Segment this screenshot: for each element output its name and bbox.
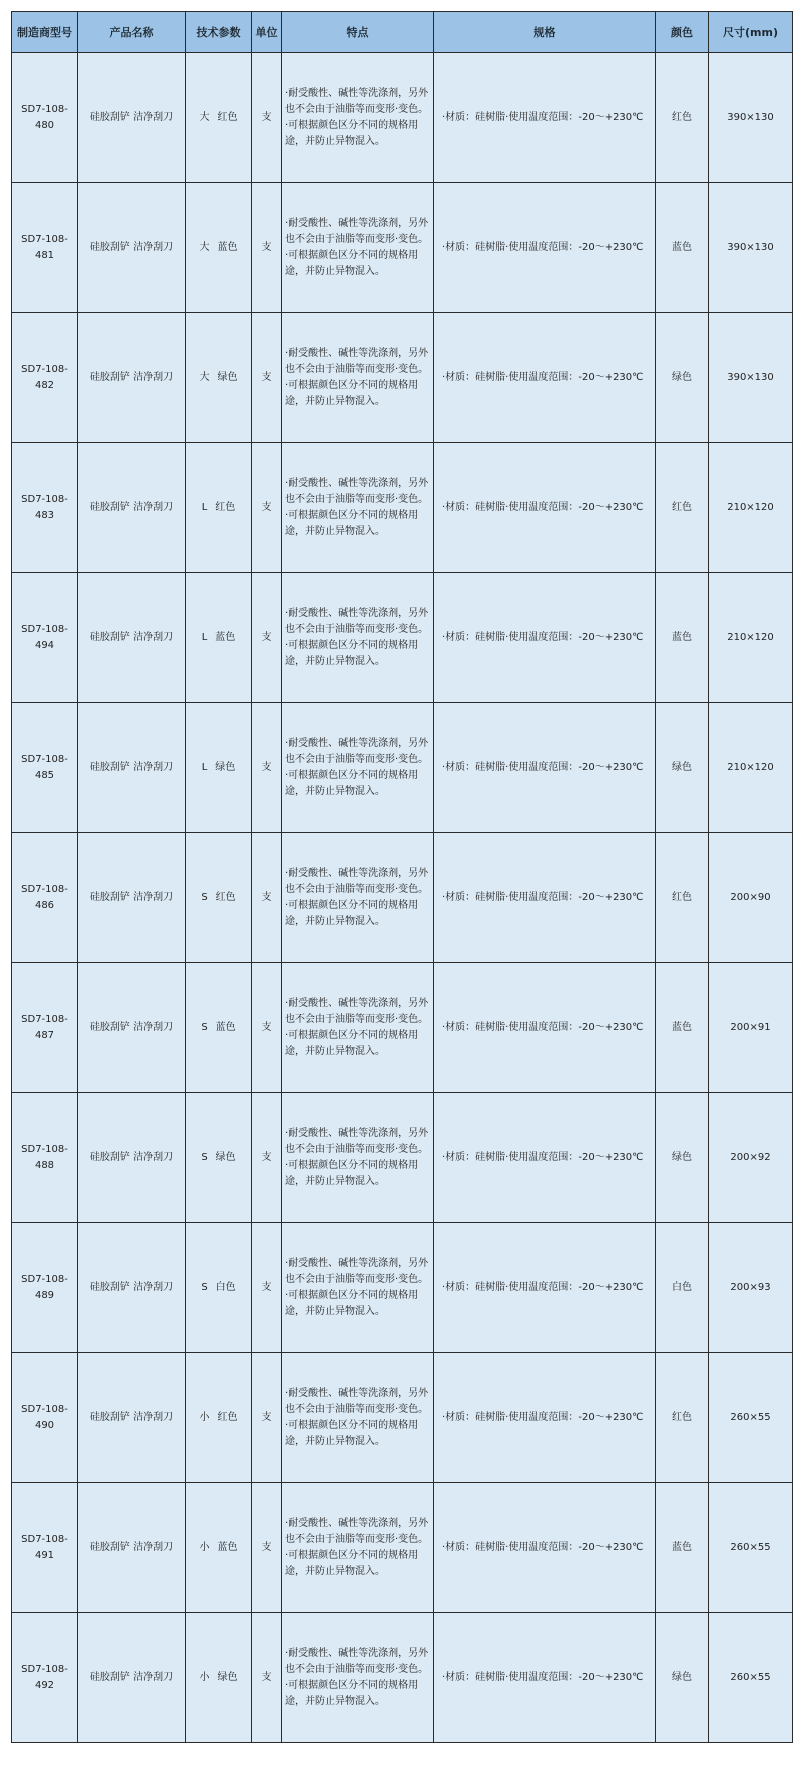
cell-tech-size: 大 xyxy=(199,371,210,383)
table-row xyxy=(12,703,793,833)
feature-line: ·耐受酸性、碱性等洗涤剂，另外 xyxy=(285,477,429,489)
feature-line: ·耐受酸性、碱性等洗涤剂，另外 xyxy=(285,1127,429,1139)
table-row xyxy=(12,1483,793,1613)
cell-size: 260×55 xyxy=(709,1613,793,1743)
cell-tech xyxy=(186,703,252,833)
feature-line: 也不会由于油脂等而变形·变色。 xyxy=(285,1143,429,1155)
cell-name: 硅胶刮铲 洁净刮刀 xyxy=(78,313,186,443)
header-spec: 规格 xyxy=(434,12,656,53)
cell-unit: 支 xyxy=(252,183,282,313)
cell-color: 白色 xyxy=(656,1223,709,1353)
feature-line: ·可根据颜色区分不同的规格用 xyxy=(285,1679,419,1691)
cell-model: SD7-108-481 xyxy=(12,183,78,313)
cell-spec: ·材质：硅树脂·使用温度范围：-20～+230℃ xyxy=(434,1613,656,1743)
cell-features xyxy=(282,1223,434,1353)
cell-model: SD7-108-492 xyxy=(12,1613,78,1743)
feature-line: ·耐受酸性、碱性等洗涤剂，另外 xyxy=(285,997,429,1009)
feature-line: 也不会由于油脂等而变形·变色。 xyxy=(285,623,429,635)
feature-line: ·耐受酸性、碱性等洗涤剂，另外 xyxy=(285,217,429,229)
feature-line: 也不会由于油脂等而变形·变色。 xyxy=(285,883,429,895)
cell-size: 390×130 xyxy=(709,183,793,313)
cell-size: 210×120 xyxy=(709,573,793,703)
cell-features xyxy=(282,1093,434,1223)
cell-size: 200×90 xyxy=(709,833,793,963)
header-tech: 技术参数 xyxy=(186,12,252,53)
feature-line: 也不会由于油脂等而变形·变色。 xyxy=(285,363,429,375)
cell-color: 蓝色 xyxy=(656,183,709,313)
feature-line: ·耐受酸性、碱性等洗涤剂，另外 xyxy=(285,607,429,619)
cell-tech xyxy=(186,1613,252,1743)
cell-tech-size: L xyxy=(201,631,208,643)
cell-tech-color: 红色 xyxy=(215,891,236,903)
product-table xyxy=(11,11,793,1743)
cell-features xyxy=(282,1353,434,1483)
cell-color: 红色 xyxy=(656,1353,709,1483)
feature-line: 也不会由于油脂等而变形·变色。 xyxy=(285,103,429,115)
table-row xyxy=(12,183,793,313)
feature-line: ·可根据颜色区分不同的规格用 xyxy=(285,639,419,651)
cell-spec: ·材质：硅树脂·使用温度范围：-20～+230℃ xyxy=(434,443,656,573)
feature-line: ·耐受酸性、碱性等洗涤剂，另外 xyxy=(285,1387,429,1399)
cell-features xyxy=(282,1613,434,1743)
feature-line: ·可根据颜色区分不同的规格用 xyxy=(285,249,419,261)
table-row xyxy=(12,1613,793,1743)
cell-tech-size: 小 xyxy=(199,1671,210,1683)
cell-model: SD7-108-491 xyxy=(12,1483,78,1613)
cell-unit: 支 xyxy=(252,443,282,573)
feature-line: 途，并防止异物混入。 xyxy=(285,1435,385,1447)
cell-unit: 支 xyxy=(252,1093,282,1223)
cell-model: SD7-108-485 xyxy=(12,703,78,833)
cell-spec: ·材质：硅树脂·使用温度范围：-20～+230℃ xyxy=(434,313,656,443)
cell-features xyxy=(282,833,434,963)
feature-line: ·耐受酸性、碱性等洗涤剂，另外 xyxy=(285,737,429,749)
cell-spec: ·材质：硅树脂·使用温度范围：-20～+230℃ xyxy=(434,1353,656,1483)
cell-tech-size: 大 xyxy=(199,241,210,253)
cell-unit: 支 xyxy=(252,313,282,443)
feature-line: ·耐受酸性、碱性等洗涤剂，另外 xyxy=(285,867,429,879)
cell-size: 260×55 xyxy=(709,1353,793,1483)
cell-features xyxy=(282,963,434,1093)
header-unit: 单位 xyxy=(252,12,282,53)
cell-tech xyxy=(186,963,252,1093)
cell-tech-size: 大 xyxy=(199,111,210,123)
header-row xyxy=(12,12,793,53)
feature-line: 途，并防止异物混入。 xyxy=(285,1175,385,1187)
cell-spec: ·材质：硅树脂·使用温度范围：-20～+230℃ xyxy=(434,53,656,183)
cell-unit: 支 xyxy=(252,573,282,703)
feature-line: 也不会由于油脂等而变形·变色。 xyxy=(285,1273,429,1285)
feature-line: ·可根据颜色区分不同的规格用 xyxy=(285,379,419,391)
cell-features xyxy=(282,313,434,443)
cell-tech-color: 蓝色 xyxy=(215,1021,236,1033)
cell-size: 210×120 xyxy=(709,443,793,573)
feature-line: ·耐受酸性、碱性等洗涤剂，另外 xyxy=(285,1517,429,1529)
feature-line: 也不会由于油脂等而变形·变色。 xyxy=(285,1663,429,1675)
cell-tech xyxy=(186,833,252,963)
feature-line: 也不会由于油脂等而变形·变色。 xyxy=(285,233,429,245)
cell-size: 200×91 xyxy=(709,963,793,1093)
cell-model: SD7-108-483 xyxy=(12,443,78,573)
cell-unit: 支 xyxy=(252,53,282,183)
cell-name: 硅胶刮铲 洁净刮刀 xyxy=(78,1223,186,1353)
cell-tech-color: 蓝色 xyxy=(217,1541,238,1553)
cell-tech-size: L xyxy=(201,761,208,773)
header-size: 尺寸(mm) xyxy=(709,12,793,53)
cell-spec: ·材质：硅树脂·使用温度范围：-20～+230℃ xyxy=(434,963,656,1093)
cell-features xyxy=(282,443,434,573)
cell-spec: ·材质：硅树脂·使用温度范围：-20～+230℃ xyxy=(434,573,656,703)
cell-features xyxy=(282,573,434,703)
feature-line: 途，并防止异物混入。 xyxy=(285,915,385,927)
cell-unit: 支 xyxy=(252,1223,282,1353)
table-row xyxy=(12,443,793,573)
feature-line: 也不会由于油脂等而变形·变色。 xyxy=(285,493,429,505)
cell-unit: 支 xyxy=(252,833,282,963)
cell-unit: 支 xyxy=(252,1353,282,1483)
cell-spec: ·材质：硅树脂·使用温度范围：-20～+230℃ xyxy=(434,183,656,313)
feature-line: ·可根据颜色区分不同的规格用 xyxy=(285,1419,419,1431)
cell-name: 硅胶刮铲 洁净刮刀 xyxy=(78,833,186,963)
cell-color: 绿色 xyxy=(656,313,709,443)
cell-features xyxy=(282,703,434,833)
cell-tech-color: 绿色 xyxy=(215,761,236,773)
table-row xyxy=(12,53,793,183)
feature-line: ·可根据颜色区分不同的规格用 xyxy=(285,1159,419,1171)
cell-tech-size: S xyxy=(201,1151,208,1163)
cell-tech-color: 绿色 xyxy=(217,1671,238,1683)
header-model: 制造商型号 xyxy=(12,12,78,53)
cell-model: SD7-108-482 xyxy=(12,313,78,443)
cell-color: 红色 xyxy=(656,443,709,573)
cell-name: 硅胶刮铲 洁净刮刀 xyxy=(78,443,186,573)
cell-tech-size: 小 xyxy=(199,1541,210,1553)
cell-tech-size: L xyxy=(201,501,208,513)
cell-size: 390×130 xyxy=(709,53,793,183)
cell-model: SD7-108-486 xyxy=(12,833,78,963)
feature-line: ·耐受酸性、碱性等洗涤剂，另外 xyxy=(285,347,429,359)
cell-tech xyxy=(186,53,252,183)
cell-size: 200×93 xyxy=(709,1223,793,1353)
feature-line: 途，并防止异物混入。 xyxy=(285,785,385,797)
cell-tech-color: 红色 xyxy=(217,111,238,123)
header-name: 产品名称 xyxy=(78,12,186,53)
cell-tech-color: 蓝色 xyxy=(215,631,236,643)
feature-line: 也不会由于油脂等而变形·变色。 xyxy=(285,1013,429,1025)
cell-tech-color: 红色 xyxy=(217,1411,238,1423)
cell-spec: ·材质：硅树脂·使用温度范围：-20～+230℃ xyxy=(434,1483,656,1613)
cell-tech-color: 蓝色 xyxy=(217,241,238,253)
table-row xyxy=(12,313,793,443)
cell-name: 硅胶刮铲 洁净刮刀 xyxy=(78,53,186,183)
feature-line: 途，并防止异物混入。 xyxy=(285,525,385,537)
cell-model: SD7-108-494 xyxy=(12,573,78,703)
feature-line: ·可根据颜色区分不同的规格用 xyxy=(285,1289,419,1301)
feature-line: ·可根据颜色区分不同的规格用 xyxy=(285,899,419,911)
cell-features xyxy=(282,53,434,183)
cell-spec: ·材质：硅树脂·使用温度范围：-20～+230℃ xyxy=(434,833,656,963)
feature-line: ·可根据颜色区分不同的规格用 xyxy=(285,119,419,131)
feature-line: ·耐受酸性、碱性等洗涤剂，另外 xyxy=(285,1257,429,1269)
cell-tech xyxy=(186,313,252,443)
cell-color: 蓝色 xyxy=(656,573,709,703)
feature-line: 途，并防止异物混入。 xyxy=(285,1565,385,1577)
table-row xyxy=(12,573,793,703)
cell-name: 硅胶刮铲 洁净刮刀 xyxy=(78,1613,186,1743)
cell-name: 硅胶刮铲 洁净刮刀 xyxy=(78,1353,186,1483)
feature-line: 也不会由于油脂等而变形·变色。 xyxy=(285,1403,429,1415)
cell-tech xyxy=(186,573,252,703)
feature-line: ·可根据颜色区分不同的规格用 xyxy=(285,1549,419,1561)
cell-tech xyxy=(186,443,252,573)
feature-line: ·耐受酸性、碱性等洗涤剂，另外 xyxy=(285,87,429,99)
feature-line: 也不会由于油脂等而变形·变色。 xyxy=(285,753,429,765)
header-features: 特点 xyxy=(282,12,434,53)
feature-line: ·可根据颜色区分不同的规格用 xyxy=(285,769,419,781)
cell-tech xyxy=(186,1483,252,1613)
cell-name: 硅胶刮铲 洁净刮刀 xyxy=(78,573,186,703)
feature-line: 途，并防止异物混入。 xyxy=(285,135,385,147)
cell-color: 红色 xyxy=(656,53,709,183)
cell-name: 硅胶刮铲 洁净刮刀 xyxy=(78,703,186,833)
cell-model: SD7-108-487 xyxy=(12,963,78,1093)
cell-size: 260×55 xyxy=(709,1483,793,1613)
header-color: 颜色 xyxy=(656,12,709,53)
feature-line: 途，并防止异物混入。 xyxy=(285,265,385,277)
cell-unit: 支 xyxy=(252,1613,282,1743)
cell-color: 红色 xyxy=(656,833,709,963)
cell-name: 硅胶刮铲 洁净刮刀 xyxy=(78,1483,186,1613)
feature-line: 途，并防止异物混入。 xyxy=(285,1045,385,1057)
cell-color: 绿色 xyxy=(656,1613,709,1743)
feature-line: 途，并防止异物混入。 xyxy=(285,1305,385,1317)
cell-unit: 支 xyxy=(252,703,282,833)
cell-color: 绿色 xyxy=(656,1093,709,1223)
cell-model: SD7-108-480 xyxy=(12,53,78,183)
cell-size: 200×92 xyxy=(709,1093,793,1223)
cell-tech-color: 白色 xyxy=(215,1281,236,1293)
cell-name: 硅胶刮铲 洁净刮刀 xyxy=(78,1093,186,1223)
table-row xyxy=(12,1093,793,1223)
cell-color: 蓝色 xyxy=(656,963,709,1093)
cell-spec: ·材质：硅树脂·使用温度范围：-20～+230℃ xyxy=(434,1223,656,1353)
cell-tech-size: S xyxy=(201,1281,208,1293)
cell-model: SD7-108-490 xyxy=(12,1353,78,1483)
cell-name: 硅胶刮铲 洁净刮刀 xyxy=(78,183,186,313)
cell-tech-size: 小 xyxy=(199,1411,210,1423)
cell-color: 蓝色 xyxy=(656,1483,709,1613)
cell-name: 硅胶刮铲 洁净刮刀 xyxy=(78,963,186,1093)
cell-size: 210×120 xyxy=(709,703,793,833)
feature-line: 途，并防止异物混入。 xyxy=(285,655,385,667)
feature-line: ·耐受酸性、碱性等洗涤剂，另外 xyxy=(285,1647,429,1659)
table-body xyxy=(12,53,793,1743)
table-row xyxy=(12,1223,793,1353)
cell-tech xyxy=(186,1093,252,1223)
cell-color: 绿色 xyxy=(656,703,709,833)
table-row xyxy=(12,1353,793,1483)
feature-line: 途，并防止异物混入。 xyxy=(285,395,385,407)
cell-tech xyxy=(186,1353,252,1483)
table-header xyxy=(12,12,793,53)
table-row xyxy=(12,833,793,963)
cell-features xyxy=(282,1483,434,1613)
cell-tech-color: 红色 xyxy=(215,501,236,513)
feature-line: ·可根据颜色区分不同的规格用 xyxy=(285,509,419,521)
feature-line: 途，并防止异物混入。 xyxy=(285,1695,385,1707)
cell-size: 390×130 xyxy=(709,313,793,443)
cell-spec: ·材质：硅树脂·使用温度范围：-20～+230℃ xyxy=(434,703,656,833)
cell-tech-color: 绿色 xyxy=(215,1151,236,1163)
cell-tech xyxy=(186,183,252,313)
cell-tech-size: S xyxy=(201,1021,208,1033)
cell-model: SD7-108-488 xyxy=(12,1093,78,1223)
feature-line: 也不会由于油脂等而变形·变色。 xyxy=(285,1533,429,1545)
cell-model: SD7-108-489 xyxy=(12,1223,78,1353)
cell-spec: ·材质：硅树脂·使用温度范围：-20～+230℃ xyxy=(434,1093,656,1223)
cell-unit: 支 xyxy=(252,1483,282,1613)
cell-tech xyxy=(186,1223,252,1353)
cell-unit: 支 xyxy=(252,963,282,1093)
feature-line: ·可根据颜色区分不同的规格用 xyxy=(285,1029,419,1041)
cell-tech-color: 绿色 xyxy=(217,371,238,383)
table-row xyxy=(12,963,793,1093)
cell-features xyxy=(282,183,434,313)
cell-tech-size: S xyxy=(201,891,208,903)
